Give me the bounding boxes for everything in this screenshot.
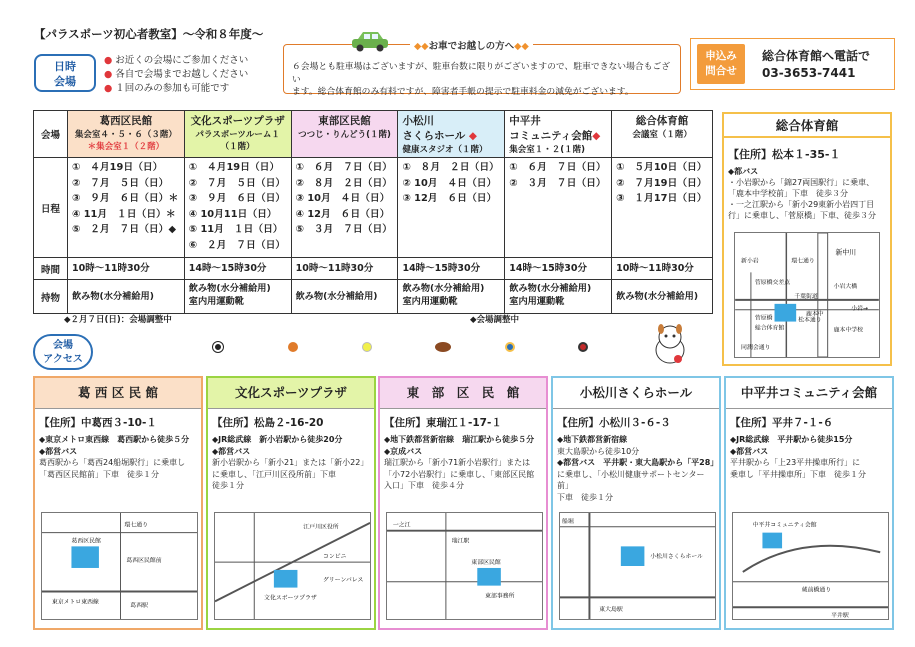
svg-text:東部区民館: 東部区民館 xyxy=(471,560,501,567)
card-address: 【住所】小松川３-６-３ xyxy=(553,408,719,432)
time-kasai: 10時～11時30分 xyxy=(68,258,185,280)
svg-text:菅原橋: 菅原橋 xyxy=(754,315,773,322)
dates-bunka: ① ４月19日（日） ② ７月 ５日（日） ③ ９月 ６日（日） ④ 10月11日（日） ⑤ 11月 １日（日） ⑥ ２月 ７日（日） xyxy=(184,158,291,258)
svg-text:東部事務所: 東部事務所 xyxy=(485,593,515,600)
svg-text:東京メトロ東西線: 東京メトロ東西線 xyxy=(51,599,99,606)
volleyball-icon xyxy=(505,342,515,352)
basketball-icon xyxy=(288,342,298,352)
time-row-label: 時間 xyxy=(34,258,68,280)
card-access: ◆地下鉄都営新宿線 東大島駅から徒歩10分 ◆都営バス 平井駅・東大島駅から「平28」 に乗車し、「小松川健康サポートセンター前」 下車 徒歩１分 xyxy=(557,435,719,502)
card-address: 【住所】東瑞江１-17-１ xyxy=(380,408,546,432)
card-nakahirai xyxy=(724,376,894,630)
card-map xyxy=(559,512,716,620)
svg-text:新小岩: 新小岩 xyxy=(741,258,759,265)
note-item: ● 各自で会場までお越しください xyxy=(104,69,249,80)
card-title: 文化スポーツプラザ xyxy=(208,378,374,408)
time-sogo: 10時～11時30分 xyxy=(612,258,713,280)
time-bunka: 14時～15時30分 xyxy=(184,258,291,280)
items-sogo: 飲み物(水分補給用) xyxy=(612,280,713,314)
sogo-gym-access: ◆都バス ・小岩駅から「錦27両国駅行」に乗車、 「鹿本中学校前」下車 徒歩３分 ・一之江駅から「新小29東新小岩四丁目 行」に乗車し、「菅原橋」下車、徒歩３分 xyxy=(728,167,876,220)
svg-text:松本通り: 松本通り xyxy=(798,317,822,324)
svg-text:葛西駅: 葛西駅 xyxy=(130,603,148,610)
notes-list xyxy=(104,54,248,96)
svg-text:鹿本中: 鹿本中 xyxy=(806,311,824,318)
time-tobu: 10時～11時30分 xyxy=(291,258,398,280)
svg-text:グリーンパレス: グリーンパレス xyxy=(322,577,364,584)
svg-text:平井駅: 平井駅 xyxy=(831,613,849,620)
items-komatsugawa: 飲み物(水分補給用) 室内用運動靴 xyxy=(398,280,505,314)
venue-row-label: 会場 xyxy=(34,111,68,158)
svg-text:江戸川区役所: 江戸川区役所 xyxy=(303,524,339,531)
tennis-ball-icon xyxy=(362,342,372,352)
card-address: 【住所】平井７-１-６ xyxy=(726,408,892,432)
items-nakahirai: 飲み物(水分補給用) 室内用運動靴 xyxy=(505,280,612,314)
card-access: ◆JR総武線 新小岩駅から徒歩20分 ◆都営バス 新小岩駅から「新小21」または「新小22」 に乗車し、「江戸川区役所前」下車 徒歩１分 xyxy=(212,435,369,490)
apply-phone: 03-3653-7441 xyxy=(762,66,856,80)
card-bunka xyxy=(206,376,376,630)
svg-text:中平井コミュニティ会館: 中平井コミュニティ会館 xyxy=(752,522,817,529)
svg-text:瑞江駅: 瑞江駅 xyxy=(451,538,470,545)
card-map xyxy=(386,512,543,620)
dates-tobu: ① ６月 ７日（日） ② ８月 ２日（日） ③ 10月 ４日（日） ④ 12月 ６日（日） ⑤ ３月 ７日（日） xyxy=(291,158,398,258)
apply-badge: 申込み 問合せ xyxy=(697,44,745,84)
parking-text-1: ６会場とも駐車場はございますが、駐車台数に限りがございますので、駐車できない場合もござい xyxy=(292,62,671,85)
soccer-ball-icon xyxy=(213,342,223,352)
items-kasai: 飲み物(水分補給用) xyxy=(68,280,185,314)
card-title: 中平井コミュニティ会館 xyxy=(726,378,892,408)
time-komatsugawa: 14時～15時30分 xyxy=(398,258,505,280)
schedule-table xyxy=(33,110,713,314)
car-icon xyxy=(350,30,390,52)
football-icon xyxy=(435,342,451,352)
date-venue-label xyxy=(34,54,96,92)
card-access: ◆地下鉄都営新宿線 瑞江駅から徒歩５分 ◆京成バス 瑞江駅から「新小71新小岩駅行」または 「小72小岩駅行」に乗車し、「東部区民館 入口」下車 徒歩４分 xyxy=(384,435,535,490)
svg-text:葛西区民館: 葛西区民館 xyxy=(71,538,101,545)
sogo-gym-title: 総合体育館 xyxy=(724,114,890,138)
svg-text:新中川: 新中川 xyxy=(835,248,857,257)
venue-header-tobu: 東部区民館 つつじ・りんどう(１階) xyxy=(291,111,398,158)
parking-heading: ◆◆お車でお越しの方へ◆◆ xyxy=(410,38,533,52)
svg-text:蔵前橋通り: 蔵前橋通り xyxy=(801,587,832,594)
venue-header-nakahirai: 中平井 コミュニティ会館◆ 集会室１・２(１階) xyxy=(505,111,612,158)
venue-header-bunka: 文化スポーツプラザ パラスポーツルーム１ （１階） xyxy=(184,111,291,158)
svg-text:文化スポーツプラザ: 文化スポーツプラザ xyxy=(264,595,317,602)
items-bunka: 飲み物(水分補給用) 室内用運動靴 xyxy=(184,280,291,314)
card-address: 【住所】中葛西３-10-１ xyxy=(35,408,201,432)
footnote-kasai: ◆２月７日(日)：会場調整中 xyxy=(64,315,172,325)
card-title: 東 部 区 民 館 xyxy=(380,378,546,408)
svg-text:船堀: 船堀 xyxy=(561,518,574,525)
card-map xyxy=(732,512,889,620)
svg-text:葛西区民館前: 葛西区民館前 xyxy=(126,558,162,565)
venue-header-komatsugawa: 小松川 さくらホール ◆ 健康スタジオ（１階） xyxy=(398,111,505,158)
time-nakahirai: 14時～15時30分 xyxy=(505,258,612,280)
card-access: ◆東京メトロ東西線 葛西駅から徒歩５分 ◆都営バス 葛西駅から「葛西24船堀駅行」に乗車し 「葛西区民館前」下車 徒歩１分 xyxy=(39,435,190,479)
card-title: 小松川さくらホール xyxy=(553,378,719,408)
items-tobu: 飲み物(水分補給用) xyxy=(291,280,398,314)
svg-text:小岩大橋: 小岩大橋 xyxy=(833,284,858,291)
card-kasai xyxy=(33,376,203,630)
card-title: 葛 西 区 民 館 xyxy=(35,378,201,408)
card-komatsugawa xyxy=(551,376,721,630)
venue-header-sogo: 総合体育館 会議室（１階） xyxy=(612,111,713,158)
parking-text-2: ます。総合体育館のみ有料ですが、障害者手帳の提示で駐車料金の減免がございます。 xyxy=(292,87,634,97)
sogo-gym-map xyxy=(734,232,880,358)
sogo-gym-address: 【住所】松本１-35-１ xyxy=(728,148,841,161)
note-item: ● １回のみの参加も可能です xyxy=(104,83,230,94)
svg-text:小岩→: 小岩→ xyxy=(851,305,869,312)
dates-kasai: ① ４月19日（日） ② ７月 ５日（日） ③ ９月 ６日（日）＊ ④ 11月 １日（日）＊ ⑤ ２月 ７日（日）◆ xyxy=(68,158,185,258)
svg-text:同潤会通り: 同潤会通り xyxy=(741,345,771,352)
svg-text:総合体育館: 総合体育館 xyxy=(754,325,785,332)
venue-header-kasai: 葛西区民館 集会室４・５・６（３階） ＊集会室１（２階） xyxy=(68,111,185,158)
mascot-icon xyxy=(650,322,690,366)
dates-nakahirai: ① ６月 ７日（日） ② ３月 ７日（日） xyxy=(505,158,612,258)
items-row-label: 持物 xyxy=(34,280,68,314)
note-item: ● お近くの会場にご参加ください xyxy=(104,55,249,66)
date-label: 日時 xyxy=(54,60,76,73)
svg-text:鹿本中学校: 鹿本中学校 xyxy=(833,327,864,334)
svg-text:千葉街道: 千葉街道 xyxy=(794,293,818,300)
svg-text:菅原橋交差点: 菅原橋交差点 xyxy=(754,280,791,287)
dates-row-label: 日程 xyxy=(34,158,68,258)
card-map xyxy=(214,512,371,620)
svg-text:環七通り: 環七通り xyxy=(791,258,815,265)
card-tobu xyxy=(378,376,548,630)
access-label: 会場 アクセス xyxy=(33,334,93,370)
bowling-ball-icon xyxy=(578,342,588,352)
svg-text:コンビニ: コンビニ xyxy=(322,554,347,561)
apply-contact xyxy=(762,48,870,82)
svg-text:一之江: 一之江 xyxy=(392,522,411,529)
dates-komatsugawa: ① ８月 ２日（日） ② 10月 ４日（日） ③ 12月 ６日（日） xyxy=(398,158,505,258)
card-map xyxy=(41,512,198,620)
card-access: ◆JR総武線 平井駅から徒歩15分 ◆都営バス 平井駅から「上23平井操車所行」に 乗車し「平井操車所」下車 徒歩１分 xyxy=(730,435,866,479)
dates-sogo: ① ５月10日（日） ② ７月19日（日） ③ １月17日（日） xyxy=(612,158,713,258)
page-title: 【パラスポーツ初心者教室】～令和８年度～ xyxy=(34,27,264,41)
venue-label: 会場 xyxy=(54,75,76,88)
svg-text:環七通り: 環七通り xyxy=(124,522,148,529)
svg-text:小松川さくらホール: 小松川さくらホール xyxy=(650,554,704,561)
footnote-komatsugawa: ◆会場調整中 xyxy=(470,315,520,325)
card-address: 【住所】松島２-16-20 xyxy=(208,408,374,432)
svg-text:東大島駅: 東大島駅 xyxy=(599,607,623,614)
apply-line-1: 総合体育館へ電話で xyxy=(762,49,871,63)
